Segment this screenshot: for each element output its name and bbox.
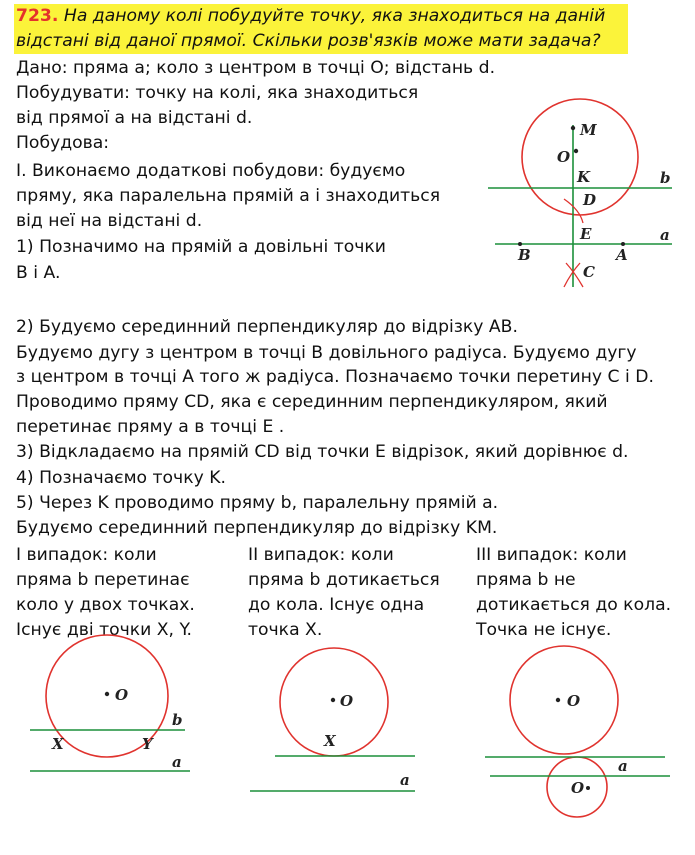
label-c: C	[583, 263, 595, 281]
case-2-diagram	[240, 645, 440, 805]
label-o: O	[557, 148, 571, 166]
case-3-label-a: a	[618, 757, 628, 775]
solution-line: з центром в точці A того ж радіуса. Позначаємо точки перетину C і D.	[16, 367, 654, 387]
case-1-label-o: O	[115, 686, 129, 704]
case-1-text: I випадок: коли пряма b перетинає коло у двох точках. Існує дві точки X, Y.	[16, 545, 195, 640]
case-3-label-o: O	[567, 692, 581, 710]
case-2-text: II випадок: коли пряма b дотикається до кола. Існує одна точка X.	[248, 545, 440, 640]
given-circle	[522, 99, 638, 215]
case-3-label-o-small: O	[571, 779, 585, 797]
solution-line: від неї на відстані d.	[16, 211, 203, 231]
case-1-diagram	[10, 645, 210, 795]
solution-line: 1) Позначимо на прямій a довільні точки	[16, 237, 386, 257]
case-1-label-y: Y	[142, 735, 153, 753]
case-2-label-x: X	[324, 732, 336, 750]
solution-line: 5) Через K проводимо пряму b, паралельну прямій a.	[16, 493, 499, 513]
label-a-point: A	[616, 246, 628, 264]
solution-line: 4) Позначаємо точку K.	[16, 468, 226, 488]
problem-line-2: відстані від даної прямої. Скільки розв'язків може мати задача?	[16, 31, 601, 51]
solution-line: від прямої a на відстані d.	[16, 108, 253, 128]
case-3-small-center	[586, 786, 590, 790]
solution-line: B і A.	[16, 263, 61, 283]
label-d: D	[583, 191, 597, 209]
label-m: M	[580, 121, 597, 139]
solution-line: 2) Будуємо серединний перпендикуляр до відрізку AB.	[16, 317, 518, 337]
label-line-b: b	[660, 169, 671, 187]
case-3-text: III випадок: коли пряма b не дотикається до кола. Точка не існує.	[476, 545, 672, 640]
case-2-label-o: O	[340, 692, 354, 710]
case-3-diagram	[480, 645, 680, 805]
case-3-circle	[510, 646, 618, 754]
solution-line: Побудувати: точку на колі, яка знаходиться	[16, 83, 419, 103]
solution-line: 3) Відкладаємо на прямій CD від точки E відрізок, який дорівнює d.	[16, 442, 629, 462]
problem-line-1: 723. На даному колі побудуйте точку, яка знаходиться на даній	[16, 6, 606, 26]
solution-line: Проводимо пряму CD, яка є серединним перпендикуляром, який	[16, 392, 608, 412]
case-1-center	[105, 692, 109, 696]
solution-line: I. Виконаємо додаткові побудови: будуємо	[16, 161, 406, 181]
case-2-center	[331, 698, 335, 702]
label-e: E	[580, 225, 592, 243]
construction-diagram	[480, 95, 680, 295]
problem-number: 723.	[16, 6, 59, 26]
case-2-label-a: a	[400, 771, 410, 789]
case-1-label-b: b	[172, 711, 183, 729]
arc-from-a	[566, 263, 583, 287]
point-m	[571, 126, 575, 130]
point-o	[574, 149, 578, 153]
case-3-center	[556, 698, 560, 702]
arc-from-a-2	[564, 263, 580, 287]
case-1-label-x: X	[52, 735, 64, 753]
solution-line: Дано: пряма a; коло з центром в точці O; відстань d.	[16, 58, 496, 78]
solution-line: перетинає пряму a в точці E .	[16, 417, 285, 437]
label-line-a: a	[660, 226, 670, 244]
case-1-label-a: a	[172, 753, 182, 771]
solution-line: Побудова:	[16, 133, 110, 153]
label-b-point: B	[518, 246, 531, 264]
solution-line: пряму, яка паралельна прямій a і знаходиться	[16, 186, 441, 206]
label-k: K	[577, 168, 591, 186]
solution-line: Будуємо серединний перпендикуляр до відрізку KM.	[16, 518, 498, 538]
solution-line: Будуємо дугу з центром в точці B довільного радіуса. Будуємо дугу	[16, 343, 637, 363]
